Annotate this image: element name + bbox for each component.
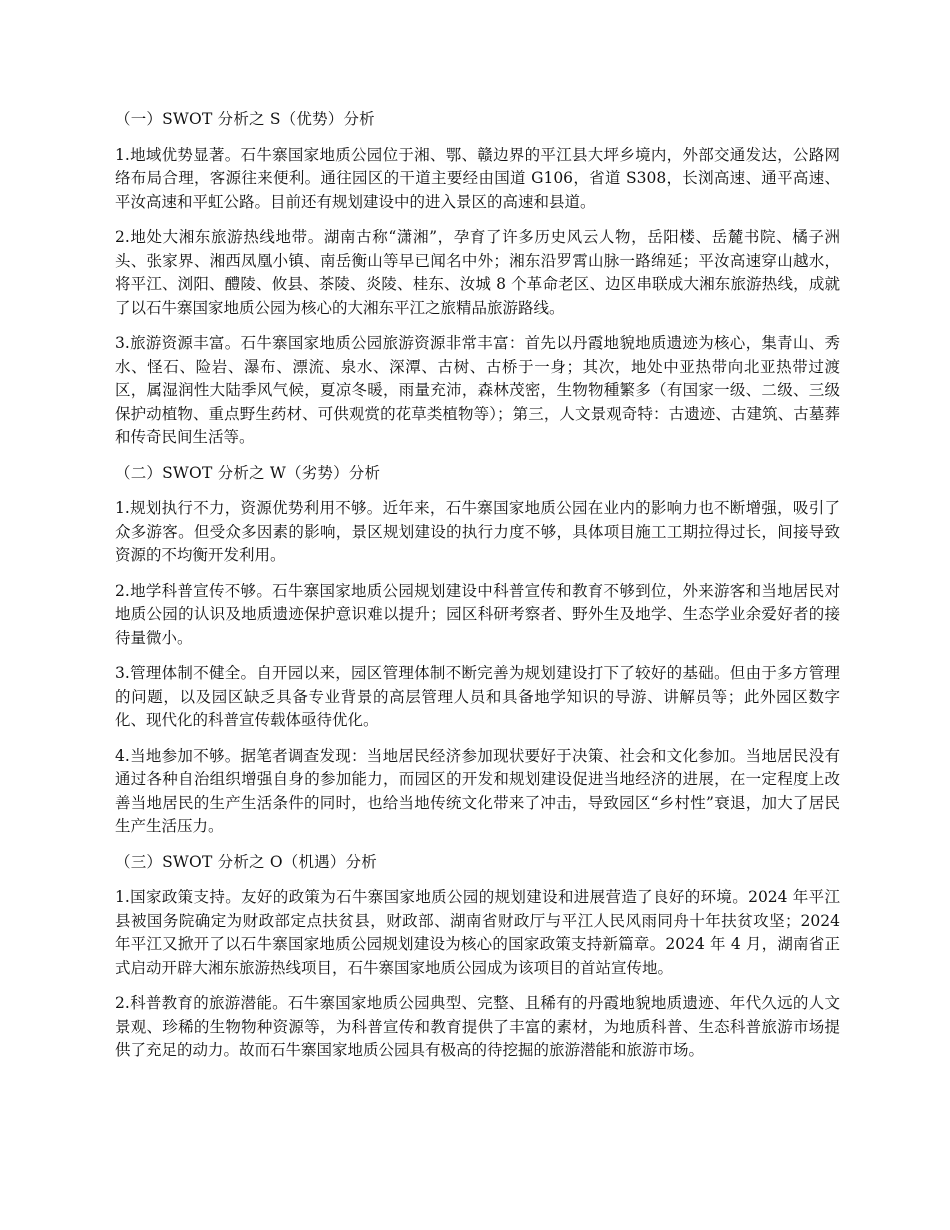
paragraph: 2.地学科普宣传不够。石牛寨国家地质公园规划建设中科普宣传和教育不够到位，外来游客和当地居民对地质公园的认识及地质遗迹保护意识难以提升；园区科研考察者、野外生及地学、生态学业余爱好者的接待量微小。 <box>115 581 840 647</box>
paragraph: 2.科普教育的旅游潜能。石牛寨国家地质公园典型、完整、且稀有的丹霞地貌地质遗迹、年代久远的人文景观、珍稀的生物物种资源等，为科普宣传和教育提供了丰富的素材，为地质科普、生态科普旅游市场提供了充足的动力。故而石牛寨国家地质公园具有极高的待挖掘的旅游潜能和旅游市场。 <box>115 994 840 1059</box>
paragraph: 4.当地参加不够。据笔者调查发现：当地居民经济参加现状要好于决策、社会和文化参加。当地居民没有通过各种自治组织增强自身的参加能力，而园区的开发和规划建设促进当地经济的进展，在一定程度上改善当地居民的生产生活条件的同时，也给当地传统文化带来了冲击，导致园区“乡村性”衰退，加大了居民生产生活压力。 <box>115 746 840 835</box>
paragraph: 1.国家政策支持。友好的政策为石牛寨国家地质公园的规划建设和进展营造了良好的环境。2024 年平江县被国务院确定为财政部定点扶贫县，财政部、湖南省财政厅与平江人民风雨同舟十年扶贫攻坚；2024 年平江又掀开了以石牛寨国家地质公园规划建设为核心的国家政策支持新篇章。2024 年 4 月，湖南省正式启动开辟大湘东旅游热线项目，石牛寨国家地质公园成为该项目的首站宣传地。 <box>115 888 840 977</box>
section-heading-opportunities: （三）SWOT 分析之 O（机遇）分析 <box>115 852 377 871</box>
document-page <box>115 108 840 1075</box>
paragraph: 3.旅游资源丰富。石牛寨国家地质公园旅游资源非常丰富：首先以丹霞地貌地质遗迹为核心，集青山、秀水、怪石、险岩、瀑布、漂流、泉水、深潭、古树、古桥于一身；其次，地处中亚热带向北亚热带过渡区，属湿润性大陆季风气候，夏凉冬暖，雨量充沛，森林茂密，生物物種繁多（有国家一级、二级、三级保护动植物、重点野生药材、可供观赏的花草类植物等）；第三，人文景观奇特：古遗迹、古建筑、古墓葬和传奇民间生活等。 <box>115 334 840 446</box>
section-heading-strengths: （一）SWOT 分析之 S（优势）分析 <box>115 110 375 128</box>
paragraph: 1.地域优势显著。石牛寨国家地质公园位于湘、鄂、赣边界的平江县大坪乡境内，外部交通发达，公路网络布局合理，客源往来便利。通往园区的干道主要经由国道 G106，省道 S308，长浏高速、通平高速、平汝高速和平虹公路。目前还有规划建设中的进入景区的高速和县道。 <box>115 145 840 211</box>
section-strengths <box>115 108 840 450</box>
paragraph: 1.规划执行不力，资源优势利用不够。近年来，石牛寨国家地质公园在业内的影响力也不断增强，吸引了众多游客。但受众多因素的影响，景区规划建设的执行力度不够，具体项目施工工期拉得过长，间接导致资源的不均衡开发利用。 <box>115 499 840 564</box>
section-opportunities <box>115 851 840 1063</box>
section-heading-weaknesses: （二）SWOT 分析之 W（劣势）分析 <box>115 463 381 482</box>
paragraph: 3.管理体制不健全。自开园以来，园区管理体制不断完善为规划建设打下了较好的基础。但由于多方管理的问题，以及园区缺乏具备专业背景的高层管理人员和具备地学知识的导游、讲解员等；此外园区数字化、现代化的科普宣传载体亟待优化。 <box>115 664 840 729</box>
paragraph: 2.地处大湘东旅游热线地带。湖南古称“潇湘”，孕育了许多历史风云人物，岳阳楼、岳麓书院、橘子洲头、张家界、湘西凤凰小镇、南岳衡山等早已闻名中外；湘东沿罗霄山脉一路绵延；平汝高速穿山越水，将平江、浏阳、醴陵、攸县、茶陵、炎陵、桂东、汝城 8 个革命老区、边区串联成大湘东旅游热线，成就了以石牛寨国家地质公园为核心的大湘东平江之旅精品旅游路线。 <box>115 228 840 317</box>
section-weaknesses <box>115 462 840 839</box>
